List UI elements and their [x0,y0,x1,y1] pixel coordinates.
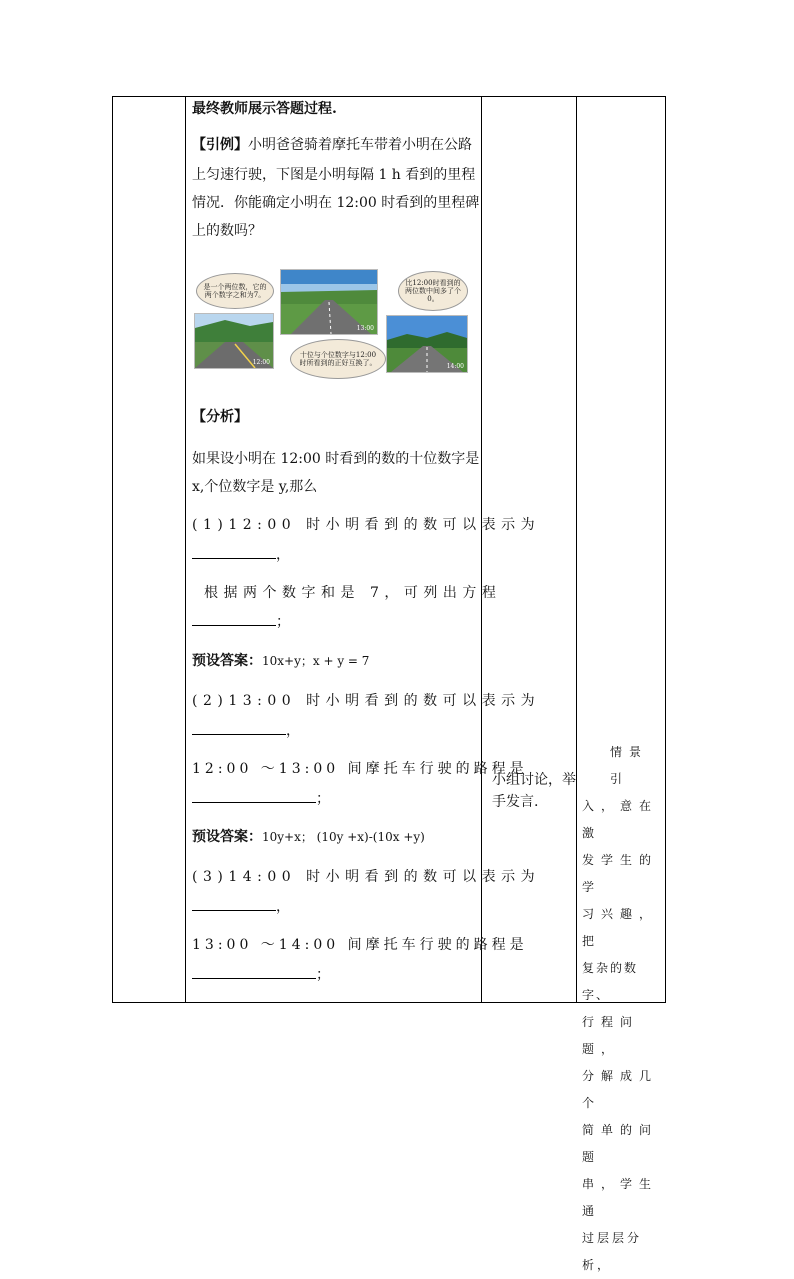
example-line-1 [192,137,472,153]
speech-bubble-3: 比12:00时看到的两位数中间多了个0。 [398,271,468,311]
design-intent-line: 入，意在激 [582,799,659,840]
road-photo-2 [280,269,378,335]
time-label: 14:00 [446,363,464,370]
question-1-line-2: 根据两个数字和是 7，可列出方程 [204,585,502,601]
design-intent-text [582,739,664,1279]
design-intent-line: 串，学生通 [582,1177,659,1218]
question-2-line-2: 12:00 ～13:00 间摩托车行驶的路程是 [192,761,528,777]
answer-2 [192,829,425,845]
design-intent-line: 情景引 [610,745,649,786]
speech-bubble-1: 是一个两位数，它的两个数字之和为7。 [196,273,274,309]
speech-bubble-2: 十位与个位数字与12:00时所看到的正好互换了。 [290,339,386,379]
punctuation: ； [316,967,330,983]
column-divider [185,97,186,1002]
column-divider [481,97,482,1002]
milestone-figure [194,269,478,379]
design-intent-line: 习兴趣，把 [582,907,659,948]
design-intent-line: 简单的问题 [582,1123,659,1164]
punctuation: ， [276,899,290,915]
question-2-line-1: (2)13:00 时小明看到的数可以表示为 [192,693,541,709]
analysis-line-2: x,个位数字是 y,那么 [192,479,318,495]
punctuation: ， [286,723,300,739]
example-line-4: 上的数吗？ [192,223,262,239]
road-photo-3 [386,315,468,373]
blank-line [192,613,290,630]
example-text: 小明爸爸骑着摩托车带着小明在公路 [248,137,472,153]
answer-label: 预设答案： [192,653,262,669]
design-intent-line: 复杂的数字、 [582,961,639,1002]
answer-text: 10x+y；x + y = 7 [262,654,370,668]
time-label: 12:00 [252,359,270,366]
question-1-line-1: (1)12:00 时小明看到的数可以表示为 [192,517,541,533]
lesson-table [112,96,666,1272]
blank-line [192,966,330,983]
blank-line [192,546,290,563]
question-3-line-2: 13:00 ～14:00 间摩托车行驶的路程是 [192,937,528,953]
time-label: 13:00 [356,325,374,332]
student-activity-text: 小组讨论，举手发言. [492,772,576,810]
example-tag: 【引例】 [192,137,248,153]
design-intent-line: 分解成几个 [582,1069,659,1110]
example-line-3: 情况．你能确定小明在 12:00 时看到的里程碑 [192,195,480,211]
final-step-text: 最终教师展示答题过程. [192,101,337,117]
blank-line [192,722,300,739]
example-line-2: 上匀速行驶，下图是小明每隔 1 h 看到的里程 [192,167,476,183]
analysis-tag: 【分析】 [192,409,248,425]
column-divider [576,97,577,1002]
punctuation: ； [276,614,290,630]
blank-line [192,790,330,807]
road-photo-1 [194,313,274,369]
analysis-line-1: 如果设小明在 12:00 时看到的数的十位数字是 [192,451,480,467]
design-intent-line: 行程问题， [582,1015,640,1056]
design-intent-line: 发学生的学 [582,853,659,894]
design-intent-line: 过层层分析， [582,1231,643,1272]
punctuation: ， [276,547,290,563]
punctuation: ； [316,791,330,807]
answer-1 [192,653,369,669]
answer-text: 10y+x； (10y +x)-(10x +y) [262,830,425,844]
answer-label: 预设答案： [192,829,262,845]
blank-line [192,898,290,915]
question-3-line-1: (3)14:00 时小明看到的数可以表示为 [192,869,541,885]
